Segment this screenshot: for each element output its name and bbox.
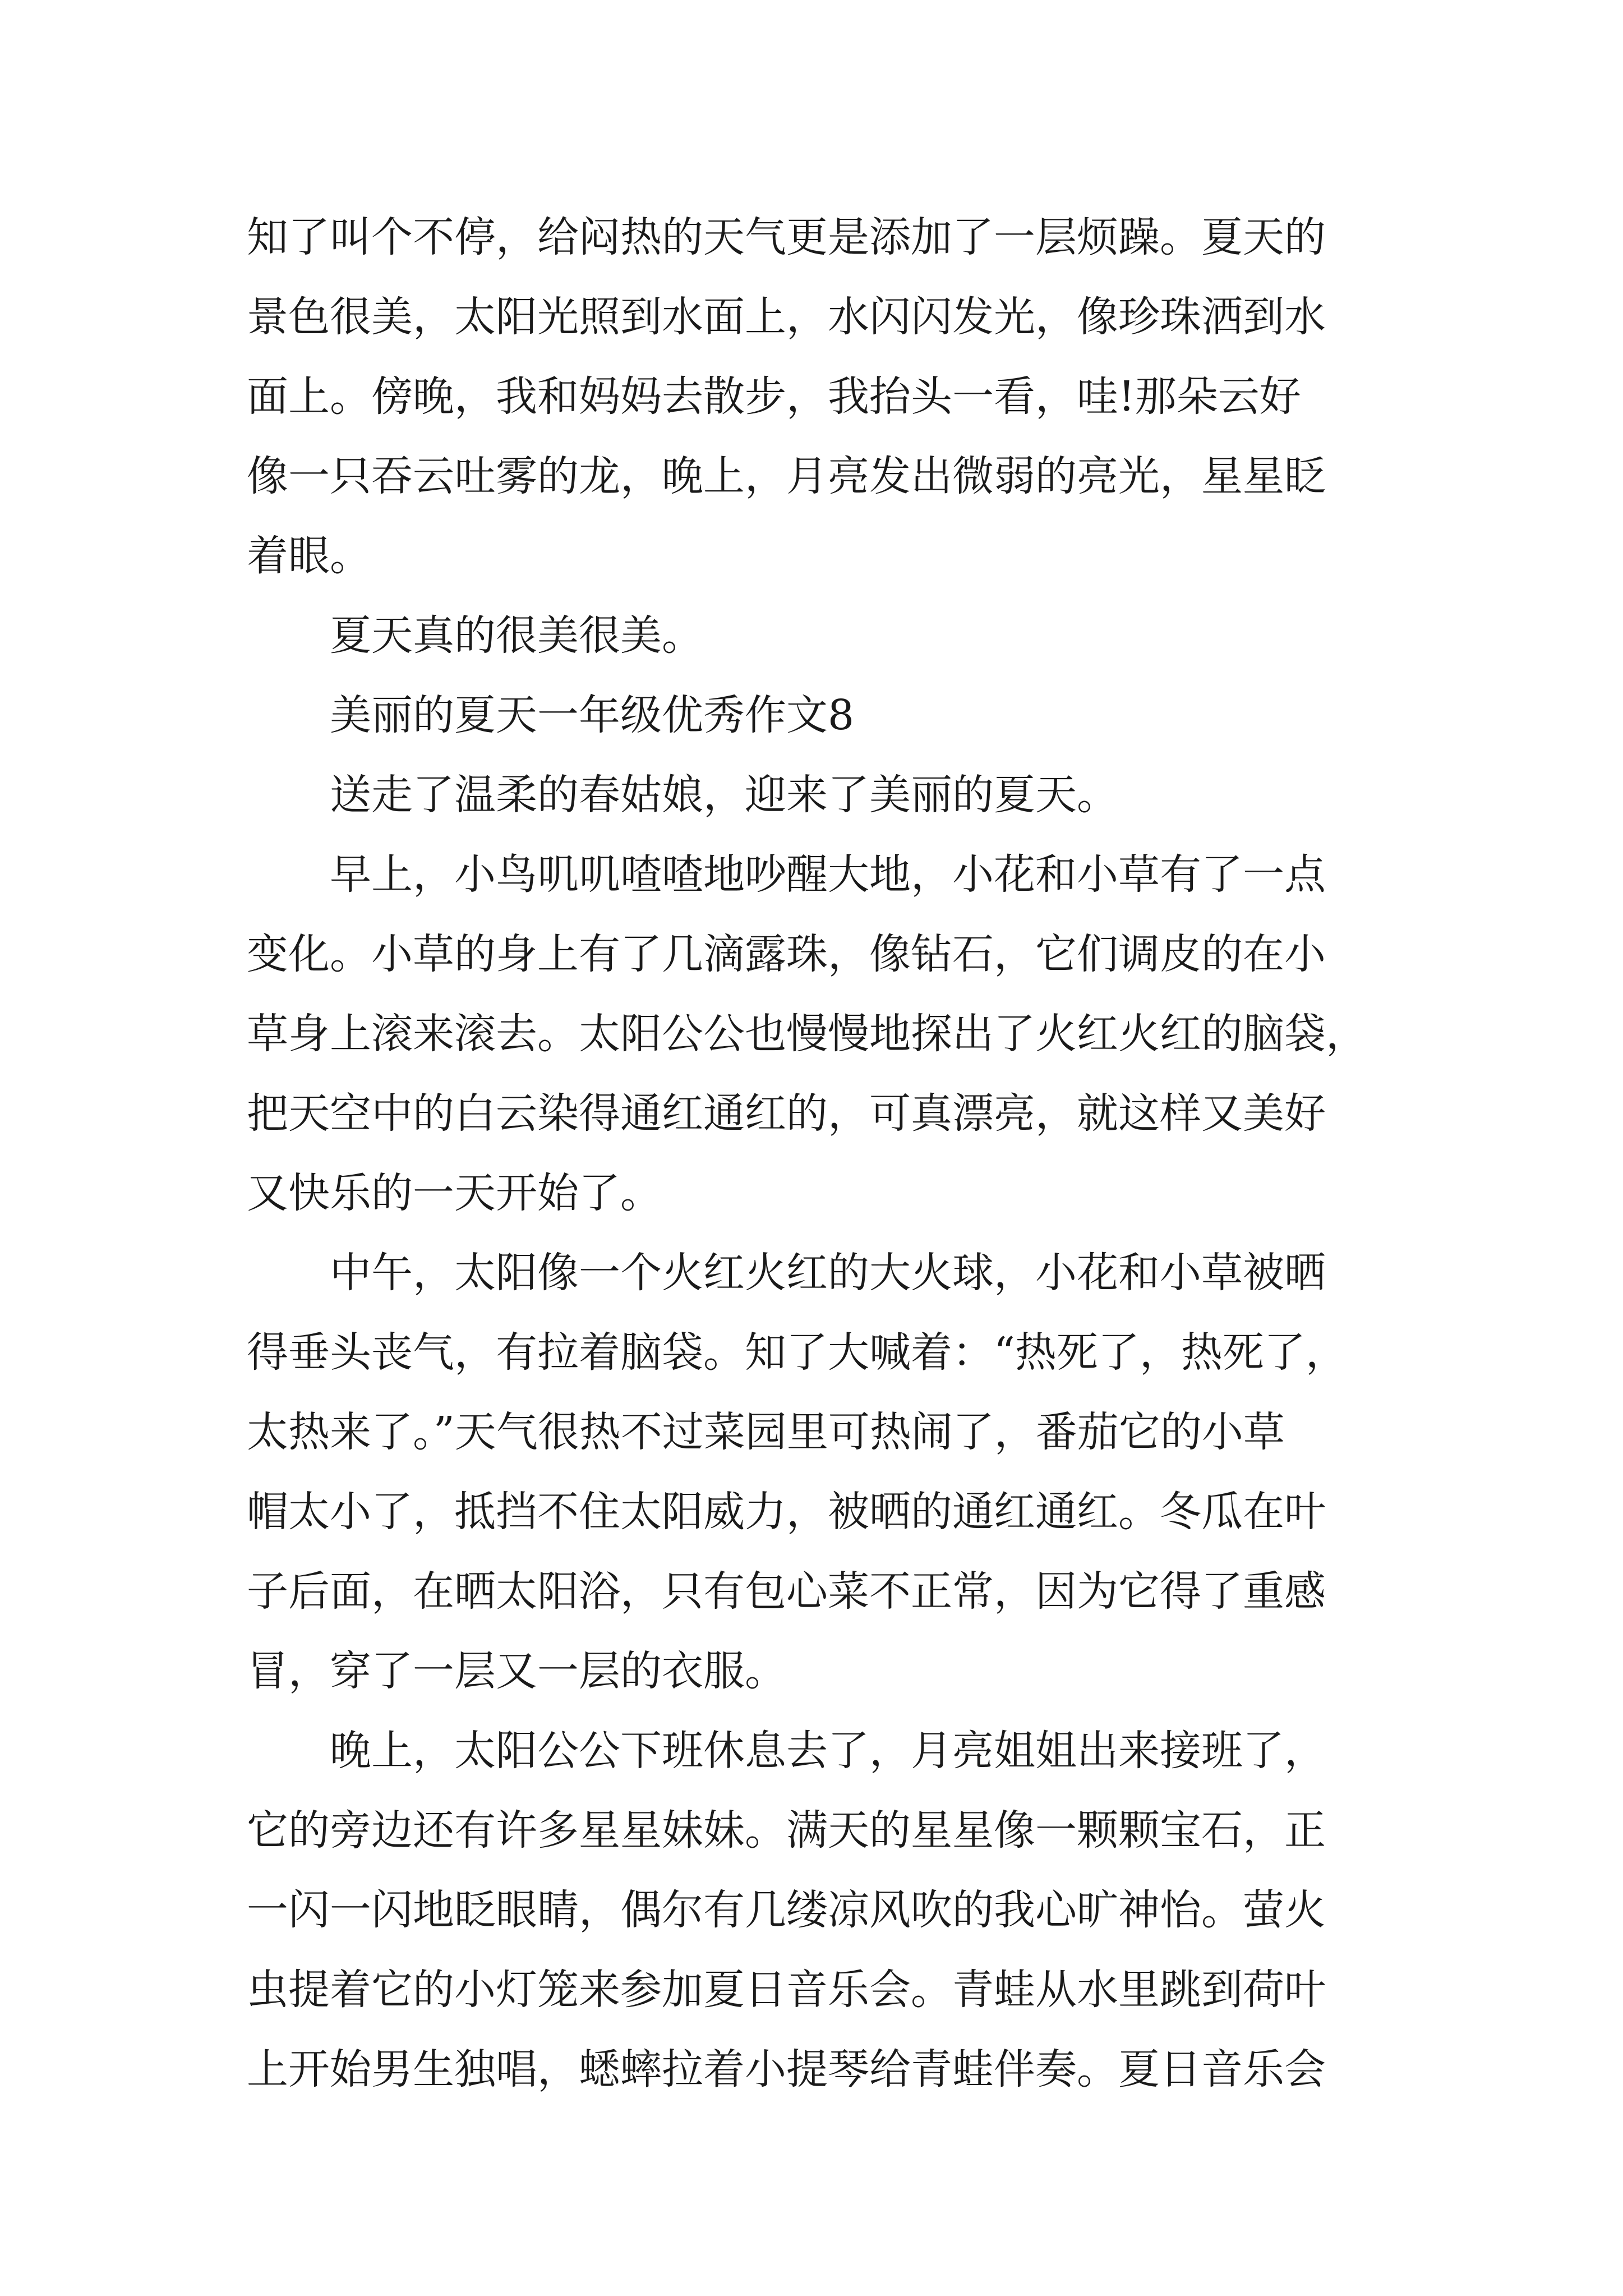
paragraph-line: 中午，太阳像一个火红火红的大火球，小花和小草被晒 [330,1249,1326,1297]
text-line: 得垂头丧气，有拉着脑袋。知了大喊着：“热死了，热死了， [247,1328,1347,1377]
paragraph-line: 晚上，太阳公公下班休息去了，月亮姐姐出来接班了， [330,1727,1326,1775]
text-line: 像一只吞云吐雾的龙，晚上，月亮发出微弱的亮光，星星眨 [247,452,1326,500]
paragraph-line: 夏天真的很美很美。 [330,611,703,660]
text-line: 帽太小了，抵挡不住太阳威力，被晒的通红通红。冬瓜在叶 [247,1488,1326,1536]
text-line: 变化。小草的身上有了几滴露珠，像钻石，它们调皮的在小 [247,930,1326,978]
text-line: 虫提着它的小灯笼来参加夏日音乐会。青蛙从水里跳到荷叶 [247,1966,1326,2014]
paragraph-line: 早上，小鸟叽叽喳喳地吵醒大地，小花和小草有了一点 [330,850,1326,899]
text-line: 太热来了。”天气很热不过菜园里可热闹了，番茄它的小草 [247,1408,1285,1456]
text-line: 又快乐的一天开始了。 [247,1169,662,1217]
text-line: 把天空中的白云染得通红通红的，可真漂亮，就这样又美好 [247,1089,1326,1138]
text-line: 冒，穿了一层又一层的衣服。 [247,1647,786,1695]
text-line: 子后面，在晒太阳浴，只有包心菜不正常，因为它得了重感 [247,1567,1326,1616]
essay-body [247,197,1385,2109]
text-line: 草身上滚来滚去。太阳公公也慢慢地探出了火红火红的脑袋， [247,1010,1367,1058]
text-line: 上开始男生独唱，蟋蟀拉着小提琴给青蛙伴奏。夏日音乐会 [247,2045,1326,2093]
text-line: 知了叫个不停，给闷热的天气更是添加了一层烦躁。夏天的 [247,213,1326,261]
text-line: 面上。傍晚，我和妈妈去散步，我抬头一看，哇!那朵云好 [247,372,1301,421]
essay-title: 美丽的夏天一年级优秀作文8 [330,691,855,739]
text-line: 一闪一闪地眨眼睛，偶尔有几缕凉风吹的我心旷神怡。萤火 [247,1886,1326,1934]
text-line: 它的旁边还有许多星星妹妹。满天的星星像一颗颗宝石，正 [247,1806,1326,1855]
paragraph-line: 送走了温柔的春姑娘，迎来了美丽的夏天。 [330,771,1118,819]
text-line: 着眼。 [247,532,371,580]
text-line: 景色很美，太阳光照到水面上，水闪闪发光，像珍珠洒到水 [247,293,1326,341]
